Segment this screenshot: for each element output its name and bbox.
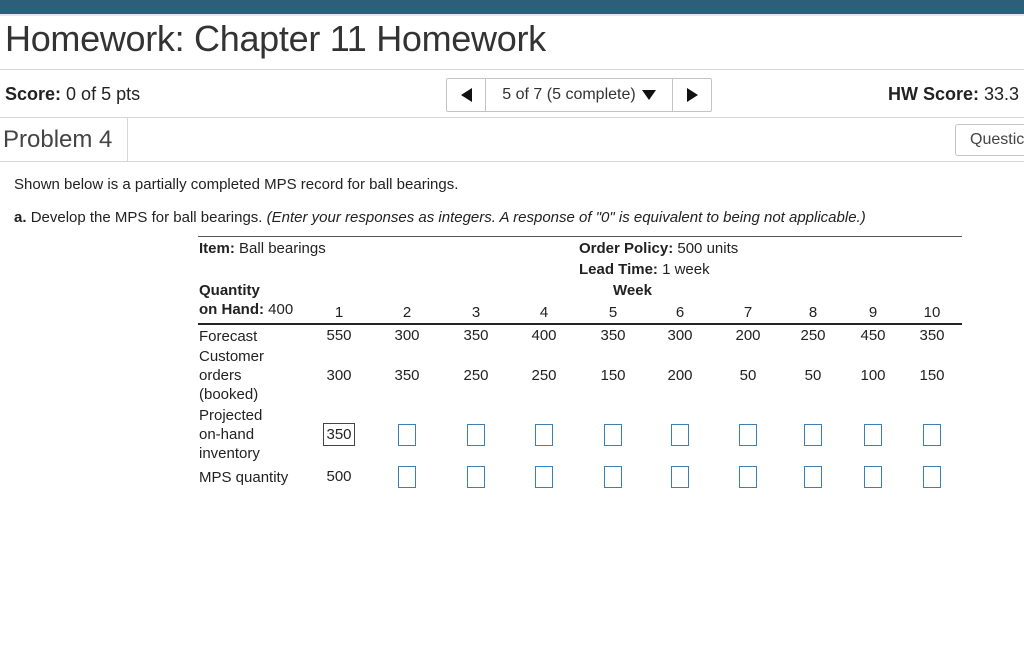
forecast-value: 300 xyxy=(394,327,420,344)
lead-time xyxy=(579,261,710,278)
score-value: 0 of 5 pts xyxy=(66,84,141,104)
week-number: 1 xyxy=(334,304,344,321)
week-number: 8 xyxy=(808,304,818,321)
question-position: 5 of 7 (5 complete) xyxy=(502,86,636,103)
forecast-label: Forecast xyxy=(199,328,258,345)
hw-score xyxy=(888,84,1019,105)
mps-quantity-input[interactable] xyxy=(864,466,882,488)
mps-quantity-input[interactable] xyxy=(604,466,622,488)
projected-on-hand-label-line2: on-hand xyxy=(199,426,255,443)
problem-separator xyxy=(127,118,128,161)
mps-quantity-input[interactable] xyxy=(535,466,553,488)
week-number: 7 xyxy=(743,304,753,321)
projected-on-hand-input[interactable] xyxy=(864,424,882,446)
mps-quantity-label: MPS quantity xyxy=(199,469,289,486)
projected-on-hand-input[interactable] xyxy=(804,424,822,446)
quantity-on-hand-line2 xyxy=(199,301,293,318)
arrow-right-icon xyxy=(687,88,698,102)
caret-down-icon xyxy=(642,90,656,100)
week-number: 3 xyxy=(471,304,481,321)
next-question-button[interactable] xyxy=(673,79,711,111)
week-number: 6 xyxy=(675,304,685,321)
question-navigator xyxy=(446,78,712,112)
divider xyxy=(0,117,1024,118)
item-value: Ball bearings xyxy=(239,240,326,257)
customer-orders-label-line3: (booked) xyxy=(199,386,259,403)
arrow-left-icon xyxy=(461,88,472,102)
mps-quantity-input[interactable] xyxy=(739,466,757,488)
week-header xyxy=(613,282,652,299)
mps-quantity-week1: 500 xyxy=(326,468,352,485)
hw-score-value: 33.3 xyxy=(984,84,1020,104)
week-number: 5 xyxy=(608,304,618,321)
customer-orders-value: 300 xyxy=(326,367,352,384)
customer-orders-value: 50 xyxy=(804,367,822,384)
projected-on-hand-week1-field[interactable]: 350 xyxy=(323,423,355,446)
projected-on-hand-label-line3: inventory xyxy=(199,445,260,462)
qoh-value: 400 xyxy=(268,301,294,318)
forecast-value: 400 xyxy=(531,327,557,344)
customer-orders-value: 250 xyxy=(463,367,489,384)
week-number: 10 xyxy=(923,304,941,321)
forecast-value: 300 xyxy=(667,327,693,344)
page-title: Homework: Chapter 11 Homework xyxy=(5,18,546,59)
projected-on-hand-input[interactable] xyxy=(467,424,485,446)
divider xyxy=(0,161,1024,162)
mps-quantity-input[interactable] xyxy=(398,466,416,488)
forecast-value: 550 xyxy=(326,327,352,344)
lead-time-label: Lead Time: xyxy=(579,261,658,278)
part-a-label: a. xyxy=(14,209,27,226)
table-header-rule xyxy=(198,323,962,325)
item-info xyxy=(199,240,326,257)
forecast-value: 350 xyxy=(463,327,489,344)
lead-time-value: 1 week xyxy=(662,261,710,278)
qoh-label-line1: Quantity xyxy=(199,282,260,299)
part-a-text: Develop the MPS for ball bearings. xyxy=(30,209,263,226)
week-number: 2 xyxy=(402,304,412,321)
mps-quantity-input[interactable] xyxy=(467,466,485,488)
projected-on-hand-input[interactable] xyxy=(923,424,941,446)
hw-score-label: HW Score: xyxy=(888,84,980,104)
mps-quantity-input[interactable] xyxy=(671,466,689,488)
forecast-value: 200 xyxy=(735,327,761,344)
week-number: 9 xyxy=(868,304,878,321)
previous-question-button[interactable] xyxy=(447,79,485,111)
projected-on-hand-label xyxy=(199,406,262,463)
mps-quantity-input[interactable] xyxy=(804,466,822,488)
divider xyxy=(0,69,1024,70)
mps-quantity-input[interactable] xyxy=(923,466,941,488)
customer-orders-value: 250 xyxy=(531,367,557,384)
customer-orders-value: 350 xyxy=(394,367,420,384)
top-accent-bar xyxy=(0,0,1024,16)
problem-intro: Shown below is a partially completed MPS record for ball bearings. xyxy=(14,176,459,193)
score-label: Score: xyxy=(5,84,62,104)
quantity-on-hand xyxy=(199,282,260,299)
score xyxy=(5,84,140,105)
problem-title: Problem 4 xyxy=(3,126,113,153)
forecast-value: 350 xyxy=(919,327,945,344)
projected-on-hand-input[interactable] xyxy=(535,424,553,446)
customer-orders-label xyxy=(199,347,264,404)
customer-orders-value: 50 xyxy=(739,367,757,384)
order-policy xyxy=(579,240,738,257)
part-a-prompt xyxy=(14,209,866,226)
order-policy-label: Order Policy: xyxy=(579,240,674,257)
forecast-value: 450 xyxy=(860,327,886,344)
customer-orders-label-line1: Customer xyxy=(199,348,265,365)
qoh-label-line2: on Hand: xyxy=(199,301,264,318)
table-top-rule xyxy=(198,236,962,237)
order-policy-value: 500 units xyxy=(677,240,739,257)
customer-orders-label-line2: orders xyxy=(199,367,242,384)
projected-on-hand-input[interactable] xyxy=(671,424,689,446)
forecast-value: 250 xyxy=(800,327,826,344)
customer-orders-value: 150 xyxy=(919,367,945,384)
customer-orders-value: 200 xyxy=(667,367,693,384)
customer-orders-value: 150 xyxy=(600,367,626,384)
projected-on-hand-input[interactable] xyxy=(604,424,622,446)
customer-orders-value: 100 xyxy=(860,367,886,384)
week-label: Week xyxy=(613,282,652,299)
item-label: Item: xyxy=(199,240,235,257)
question-help-button[interactable]: Questic xyxy=(955,124,1024,156)
projected-on-hand-label-line1: Projected xyxy=(199,407,263,424)
projected-on-hand-input[interactable] xyxy=(398,424,416,446)
part-a-instructions: (Enter your responses as integers. A response of "0" is equivalent to being not applicable.) xyxy=(266,209,866,226)
projected-on-hand-input[interactable] xyxy=(739,424,757,446)
question-selector-dropdown[interactable] xyxy=(485,79,673,111)
week-number: 4 xyxy=(539,304,549,321)
forecast-value: 350 xyxy=(600,327,626,344)
